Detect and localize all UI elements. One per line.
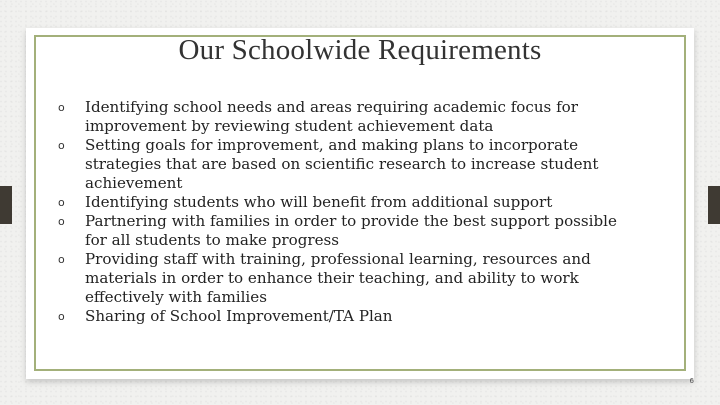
- list-item: [58, 250, 618, 306]
- slide-card: [26, 28, 694, 379]
- list-item: [58, 307, 618, 326]
- list-item-text: Partnering with families in order to provide the best support possible for all students to make progress: [85, 212, 617, 250]
- list-item-text: Identifying school needs and areas requiring academic focus for improvement by reviewing student achievement data: [85, 98, 578, 135]
- bullet-marker-icon: o: [58, 310, 65, 324]
- requirements-list: [58, 98, 618, 327]
- right-edge-tab: [708, 186, 720, 224]
- bullet-marker-icon: o: [58, 215, 65, 229]
- list-item: [58, 212, 618, 250]
- left-edge-tab: [0, 186, 12, 224]
- list-item-text: Identifying students who will benefit from additional support: [85, 192, 553, 211]
- list-item-text: Sharing of School Improvement/TA Plan: [85, 307, 393, 326]
- bullet-marker-icon: o: [58, 101, 65, 114]
- list-item-text: Setting goals for improvement, and making plans to incorporate strategies that are based on scientific research to increase student achievement: [85, 136, 599, 192]
- list-item: [58, 136, 618, 192]
- bullet-marker-icon: o: [58, 253, 65, 267]
- list-item: [58, 98, 618, 136]
- bullet-marker-icon: o: [58, 195, 65, 209]
- slide-number: 6: [689, 377, 694, 385]
- slide-title: Our Schoolwide Requirements: [178, 34, 542, 66]
- bullet-marker-icon: o: [58, 139, 65, 153]
- list-item: [58, 193, 618, 212]
- list-item-text: Providing staff with training, professional learning, resources and materials in order to enhance their teaching, and ability to work effectively with families: [85, 250, 591, 306]
